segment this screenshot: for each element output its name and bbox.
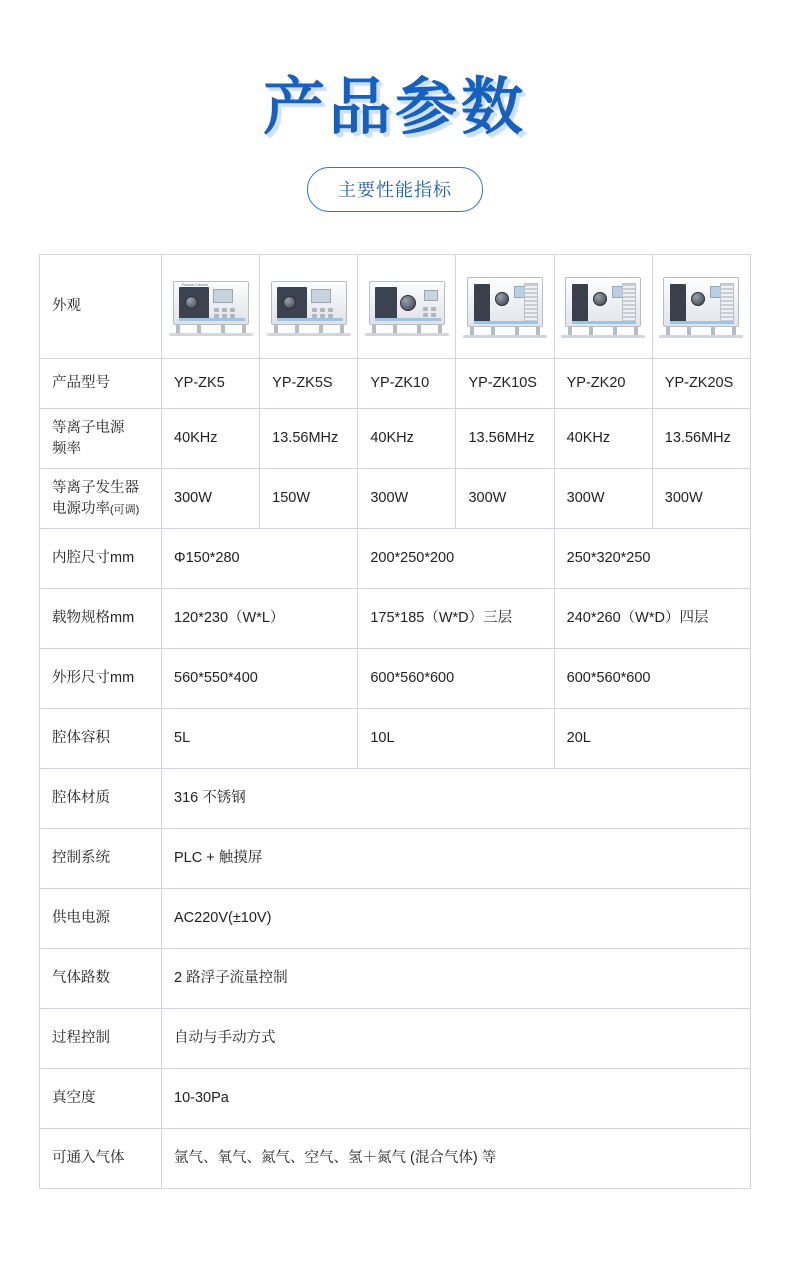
cell-outer-size-3: 600*560*600 bbox=[554, 649, 750, 709]
machine-zk10s-illustration bbox=[463, 275, 547, 339]
cell-power-3: 300W bbox=[358, 469, 456, 529]
row-label-volume: 腔体容积 bbox=[40, 709, 162, 769]
cell-frequency-5: 40KHz bbox=[554, 409, 652, 469]
row-label-tray-spec: 载物规格mm bbox=[40, 589, 162, 649]
cell-chamber-size-1: Φ150*280 bbox=[162, 529, 358, 589]
cell-frequency-3: 40KHz bbox=[358, 409, 456, 469]
cell-process-control: 自动与手动方式 bbox=[162, 1009, 751, 1069]
machine-zk20s-illustration bbox=[659, 275, 743, 339]
cell-gases: 氩气、氧气、氮气、空气、氢＋氮气 (混合气体) 等 bbox=[162, 1129, 751, 1189]
table-row-gas-lines bbox=[40, 949, 751, 1009]
device-image-zk5s bbox=[260, 255, 358, 359]
row-label-power-line1: 等离子发生器 bbox=[52, 479, 139, 496]
row-label-power-supply: 供电电源 bbox=[40, 889, 162, 949]
spec-table bbox=[39, 254, 751, 1189]
table-row-frequency bbox=[40, 409, 751, 469]
cell-frequency-1: 40KHz bbox=[162, 409, 260, 469]
table-row-gases bbox=[40, 1129, 751, 1189]
device-image-zk5 bbox=[162, 255, 260, 359]
cell-tray-spec-1: 120*230（W*L） bbox=[162, 589, 358, 649]
row-label-power bbox=[40, 469, 162, 529]
cell-model-5: YP-ZK20 bbox=[554, 359, 652, 409]
row-label-gas-lines: 气体路数 bbox=[40, 949, 162, 1009]
spec-table-wrapper bbox=[39, 254, 751, 1189]
cell-power-5: 300W bbox=[554, 469, 652, 529]
cell-frequency-2: 13.56MHz bbox=[260, 409, 358, 469]
table-row-control-system bbox=[40, 829, 751, 889]
cell-material: 316 不锈钢 bbox=[162, 769, 751, 829]
row-label-vacuum: 真空度 bbox=[40, 1069, 162, 1129]
page-title: 产品参数 bbox=[262, 70, 527, 143]
knob-icon bbox=[593, 292, 607, 306]
table-row-tray-spec bbox=[40, 589, 751, 649]
cell-volume-3: 20L bbox=[554, 709, 750, 769]
table-row-appearance bbox=[40, 255, 751, 359]
cell-model-6: YP-ZK20S bbox=[652, 359, 750, 409]
cell-volume-2: 10L bbox=[358, 709, 554, 769]
cell-volume-1: 5L bbox=[162, 709, 358, 769]
row-label-power-sub: (可调) bbox=[110, 503, 140, 516]
row-label-model: 产品型号 bbox=[40, 359, 162, 409]
device-image-zk20s bbox=[652, 255, 750, 359]
cell-control-system: PLC + 触摸屏 bbox=[162, 829, 751, 889]
bottom-spacer bbox=[0, 1189, 790, 1201]
knob-icon bbox=[185, 296, 198, 309]
row-label-frequency-line1: 等离子电源 bbox=[52, 419, 125, 436]
table-row-model bbox=[40, 359, 751, 409]
table-row-volume bbox=[40, 709, 751, 769]
subtitle-section bbox=[0, 167, 790, 212]
machine-zk20-illustration bbox=[561, 275, 645, 339]
knob-icon bbox=[283, 296, 296, 309]
row-label-control-system: 控制系统 bbox=[40, 829, 162, 889]
table-row-outer-size bbox=[40, 649, 751, 709]
table-row-vacuum bbox=[40, 1069, 751, 1129]
knob-icon bbox=[495, 292, 509, 306]
cell-model-4: YP-ZK10S bbox=[456, 359, 554, 409]
cell-power-1: 300W bbox=[162, 469, 260, 529]
device-image-zk10 bbox=[358, 255, 456, 359]
machine-logo-text: Plasma Cleaner bbox=[181, 282, 209, 287]
cell-power-2: 150W bbox=[260, 469, 358, 529]
row-label-appearance: 外观 bbox=[40, 255, 162, 359]
row-label-chamber-size: 内腔尺寸mm bbox=[40, 529, 162, 589]
subtitle-badge: 主要性能指标 bbox=[307, 167, 483, 212]
cell-chamber-size-2: 200*250*200 bbox=[358, 529, 554, 589]
cell-tray-spec-2: 175*185（W*D）三层 bbox=[358, 589, 554, 649]
cell-power-supply: AC220V(±10V) bbox=[162, 889, 751, 949]
cell-outer-size-1: 560*550*400 bbox=[162, 649, 358, 709]
cell-tray-spec-3: 240*260（W*D）四层 bbox=[554, 589, 750, 649]
cell-model-2: YP-ZK5S bbox=[260, 359, 358, 409]
cell-outer-size-2: 600*560*600 bbox=[358, 649, 554, 709]
cell-power-4: 300W bbox=[456, 469, 554, 529]
row-label-frequency bbox=[40, 409, 162, 469]
row-label-gases: 可通入气体 bbox=[40, 1129, 162, 1189]
machine-zk10-illustration bbox=[365, 275, 449, 339]
knob-icon bbox=[691, 292, 705, 306]
cell-frequency-4: 13.56MHz bbox=[456, 409, 554, 469]
table-row-power-supply bbox=[40, 889, 751, 949]
cell-power-6: 300W bbox=[652, 469, 750, 529]
cell-vacuum: 10-30Pa bbox=[162, 1069, 751, 1129]
table-row-power bbox=[40, 469, 751, 529]
title-section bbox=[0, 0, 790, 143]
row-label-outer-size: 外形尺寸mm bbox=[40, 649, 162, 709]
knob-icon bbox=[400, 295, 416, 311]
machine-zk5s-illustration bbox=[267, 275, 351, 339]
device-image-zk20 bbox=[554, 255, 652, 359]
row-label-process-control: 过程控制 bbox=[40, 1009, 162, 1069]
cell-model-1: YP-ZK5 bbox=[162, 359, 260, 409]
row-label-material: 腔体材质 bbox=[40, 769, 162, 829]
cell-gas-lines: 2 路浮子流量控制 bbox=[162, 949, 751, 1009]
cell-chamber-size-3: 250*320*250 bbox=[554, 529, 750, 589]
cell-frequency-6: 13.56MHz bbox=[652, 409, 750, 469]
table-row-chamber-size bbox=[40, 529, 751, 589]
device-image-zk10s bbox=[456, 255, 554, 359]
table-row-process-control bbox=[40, 1009, 751, 1069]
row-label-power-line2: 电源功率 bbox=[52, 500, 110, 517]
machine-zk5-illustration bbox=[169, 275, 253, 339]
row-label-frequency-line2: 频率 bbox=[52, 440, 81, 457]
cell-model-3: YP-ZK10 bbox=[358, 359, 456, 409]
table-row-material bbox=[40, 769, 751, 829]
